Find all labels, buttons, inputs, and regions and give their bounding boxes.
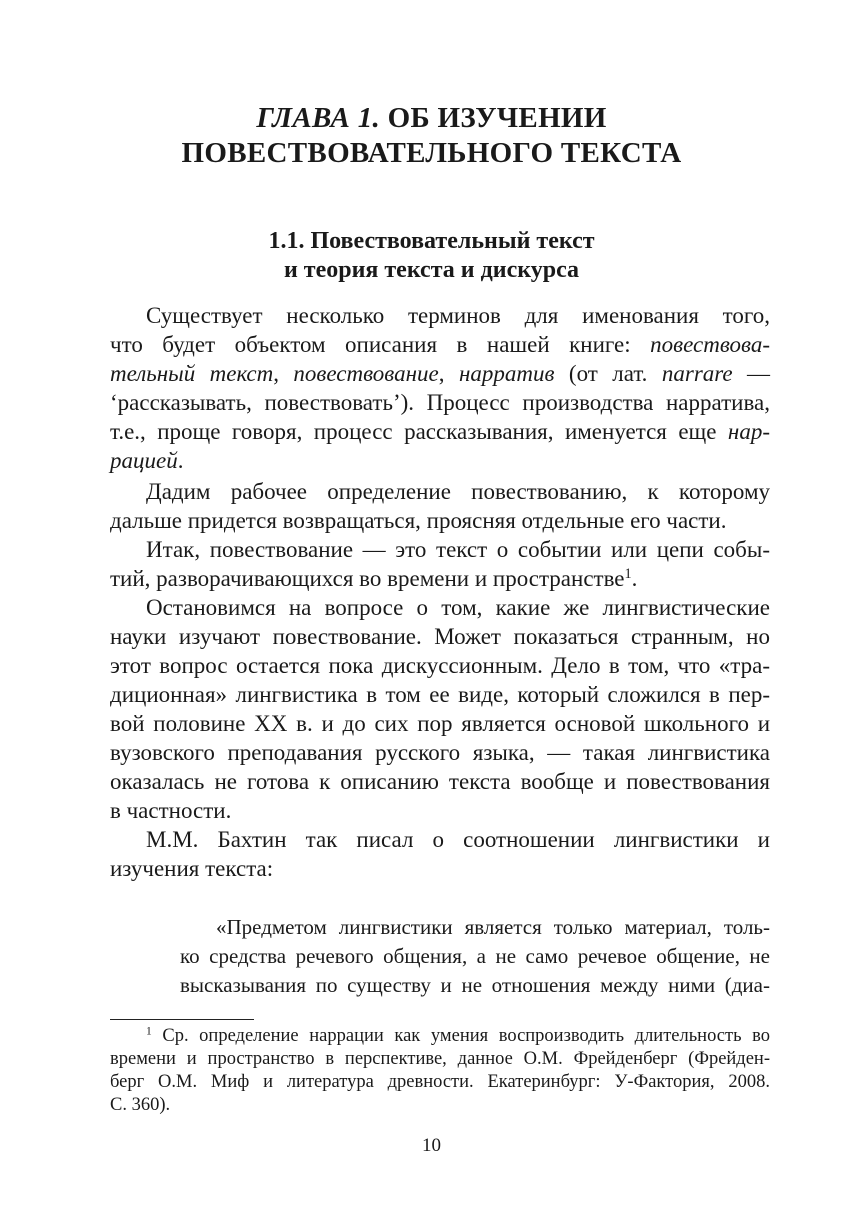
text-span: , (273, 361, 294, 386)
paragraph-line: оказалась не готова к описанию текста вообще и повествования (110, 769, 770, 794)
text-span: , (438, 361, 459, 386)
section-heading-line2: и теория текста и дискурса (283, 257, 580, 283)
chapter-label: ГЛАВА 1. (256, 102, 381, 134)
footnote-line (146, 1027, 770, 1046)
paragraph-line: Существует несколько терминов для именования того, (146, 303, 770, 328)
footnote-number: 1 (146, 1025, 152, 1038)
footnote-line: С. 360). (110, 1095, 171, 1115)
text-span: . (631, 566, 638, 591)
quote-line: высказывания по существу и не отношения между ними (диа- (180, 973, 770, 997)
italic-term: повествова- (650, 332, 770, 357)
text-span: — (732, 361, 771, 386)
chapter-heading-line1 (0, 104, 863, 133)
paragraph-line: изучения текста: (110, 856, 274, 881)
chapter-title-part1: ОБ ИЗУЧЕНИИ (387, 102, 607, 134)
footnote-separator (110, 1019, 254, 1020)
text-span: (от лат. (554, 361, 662, 386)
paragraph-line: Итак, повествование — это текст о событии или цепи собы- (146, 537, 770, 562)
section-heading-line1: 1.1. Повествовательный текст (268, 228, 595, 254)
paragraph-line (110, 567, 770, 590)
italic-term: нар- (727, 419, 770, 444)
paragraph-line: Остановимся на вопросе о том, какие же лингвистические (146, 595, 770, 620)
footnote-line: времени и пространство в перспективе, данное О.М. Фрейденберг (Фрейден- (110, 1049, 770, 1069)
footnote-reference[interactable]: 1 (624, 566, 632, 583)
italic-term: повествование (293, 361, 439, 386)
paragraph-line (110, 449, 770, 472)
paragraph-line: диционная» лингвистика в том ее виде, который сложился в пер- (110, 682, 770, 707)
quote-line: «Предметом лингвистики является только материал, толь- (216, 915, 770, 939)
italic-term: рацией (110, 448, 178, 473)
italic-term: тельный текст (110, 361, 274, 386)
paragraph-line (110, 333, 770, 356)
text-span: т.е., проще говоря, процесс рассказывания, именуется еще (110, 419, 728, 444)
paragraph-line: вой половине XX в. и до сих пор является основой школьного и (110, 711, 770, 736)
paragraph-line: в частности. (110, 798, 232, 823)
page-number: 10 (422, 1135, 441, 1156)
paragraph-line: ‘рассказывать, повествовать’). Процесс производства нарратива, (110, 390, 770, 415)
text-span: . (177, 448, 184, 473)
italic-term: narrare (661, 361, 733, 386)
footnote-line: берг О.М. Миф и литература древности. Екатеринбург: У-Фактория, 2008. (110, 1072, 770, 1092)
paragraph-line: науки изучают повествование. Может показаться странным, но (110, 624, 770, 649)
text-span: Ср. определение наррации как умения воспроизводить длительность во (151, 1026, 770, 1046)
text-span: тий, разворачивающихся во времени и пространстве (110, 566, 625, 591)
italic-term: нарратив (458, 361, 555, 386)
paragraph-line: вузовского преподавания русского языка, — такая лингвистика (110, 740, 770, 765)
quote-line: ко средства речевого общения, а не само речевое общение, не (180, 944, 770, 968)
paragraph-line: Дадим рабочее определение повествованию, к которому (146, 479, 770, 504)
paragraph-line (110, 420, 770, 443)
text-span: что будет объектом описания в нашей книге: (110, 332, 651, 357)
paragraph-line: М.М. Бахтин так писал о соотношении лингвистики и (146, 827, 770, 852)
paragraph-line: дальше придется возвращаться, проясняя отдельные его части. (110, 508, 727, 533)
paragraph-line (110, 362, 770, 385)
chapter-heading-line2: ПОВЕСТВОВАТЕЛЬНОГО ТЕКСТА (181, 137, 682, 169)
paragraph-line: этот вопрос остается пока дискуссионным. Дело в том, что «тра- (110, 653, 770, 678)
